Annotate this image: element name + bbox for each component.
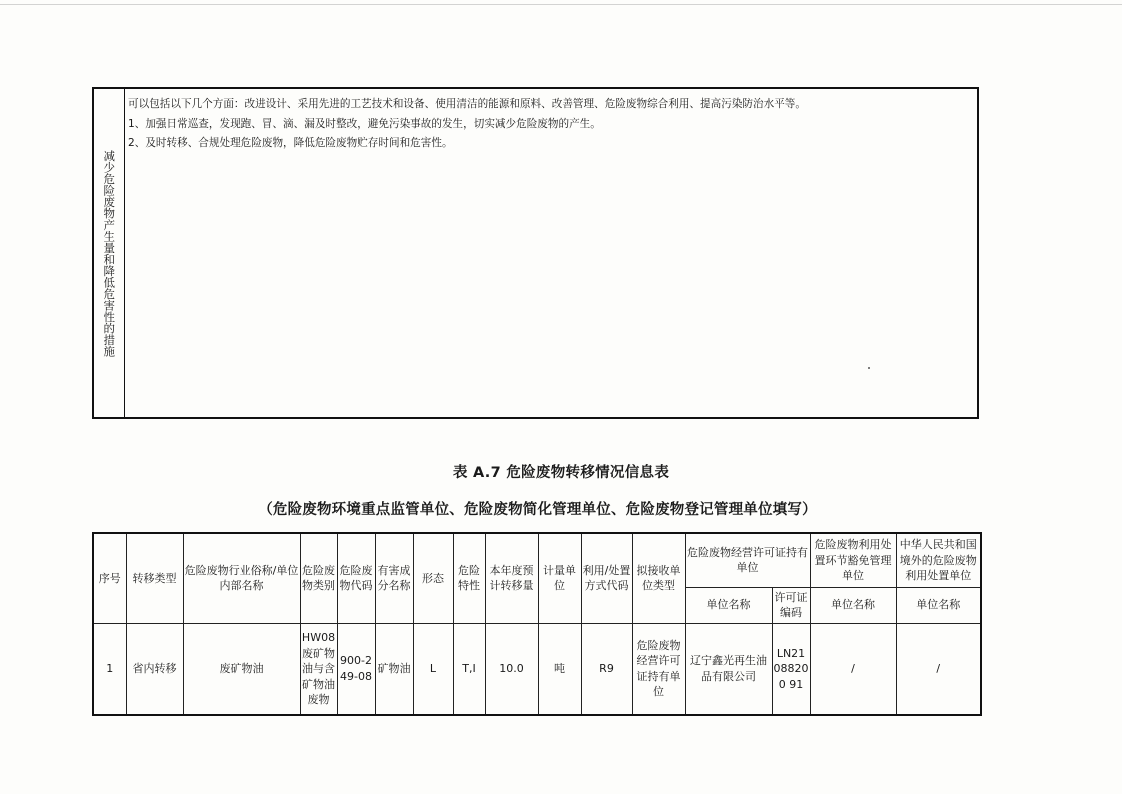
cell-waste-name: 废矿物油 xyxy=(183,623,300,715)
cell-receiver-type: 危险废物经营许可证持有单位 xyxy=(632,623,685,715)
measures-line: 2、及时转移、合规处理危险废物，降低危险废物贮存时间和危害性。 xyxy=(128,137,453,149)
header-method: 利用/处置方式代码 xyxy=(581,533,632,623)
page-edge xyxy=(0,4,1122,5)
cell-overseas: / xyxy=(896,623,981,715)
cell-property: T,I xyxy=(453,623,485,715)
cell-code: 900-249-08 xyxy=(337,623,375,715)
cell-seq: 1 xyxy=(93,623,126,715)
cell-annual: 10.0 xyxy=(485,623,538,715)
measures-box xyxy=(92,87,979,419)
cell-harmful: 矿物油 xyxy=(375,623,413,715)
header-form: 形态 xyxy=(413,533,453,623)
header-license-code: 许可证编码 xyxy=(772,587,810,623)
header-overseas-unit-name: 单位名称 xyxy=(896,587,981,623)
cell-unit-name: 辽宁鑫光再生油品有限公司 xyxy=(685,623,772,715)
table-row xyxy=(93,623,981,715)
cell-exempt: / xyxy=(810,623,896,715)
measures-line: 1、加强日常巡查，发现跑、冒、滴、漏及时整改，避免污染事故的发生，切实减少危险废物的产生。 xyxy=(128,117,601,130)
header-receiver-type: 拟接收单位类型 xyxy=(632,533,685,623)
header-category: 危险废物类别 xyxy=(300,533,337,623)
transfer-table xyxy=(92,532,982,716)
scan-speck xyxy=(868,367,870,369)
measures-text xyxy=(125,89,977,417)
cell-transfer-type: 省内转移 xyxy=(126,623,183,715)
header-exempt-unit-name: 单位名称 xyxy=(810,587,896,623)
table-subtitle: （危险废物环境重点监管单位、危险废物简化管理单位、危险废物登记管理单位填写） xyxy=(258,502,817,518)
header-seq: 序号 xyxy=(93,533,126,623)
table-title: 表 A.7 危险废物转移情况信息表 xyxy=(452,465,670,481)
cell-license-code: LN21088200 91 xyxy=(772,623,810,715)
header-unit-name: 单位名称 xyxy=(685,587,772,623)
header-license-holder: 危险废物经营许可证持有单位 xyxy=(685,533,810,587)
header-property: 危险特性 xyxy=(453,533,485,623)
header-code: 危险废物代码 xyxy=(337,533,375,623)
measures-line: 可以包括以下几个方面：改进设计、采用先进的工艺技术和设备、使用清洁的能源和原料、改善管理、危险废物综合利用、提高污染防治水平等。 xyxy=(128,98,806,110)
header-annual: 本年度预计转移量 xyxy=(485,533,538,623)
header-transfer-type: 转移类型 xyxy=(126,533,183,623)
header-exempt: 危险废物利用处置环节豁免管理单位 xyxy=(810,533,896,587)
measures-label: 减少危险废物产生量和降低危害性的措施 xyxy=(94,89,125,417)
cell-category: HW08废矿物油与含矿物油废物 xyxy=(300,623,337,715)
cell-method: R9 xyxy=(581,623,632,715)
header-overseas: 中华人民共和国境外的危险废物利用处置单位 xyxy=(896,533,981,587)
cell-form: L xyxy=(413,623,453,715)
header-waste-name: 危险废物行业俗称/单位内部名称 xyxy=(183,533,300,623)
header-harmful: 有害成分名称 xyxy=(375,533,413,623)
cell-unit: 吨 xyxy=(538,623,581,715)
header-unit: 计量单位 xyxy=(538,533,581,623)
